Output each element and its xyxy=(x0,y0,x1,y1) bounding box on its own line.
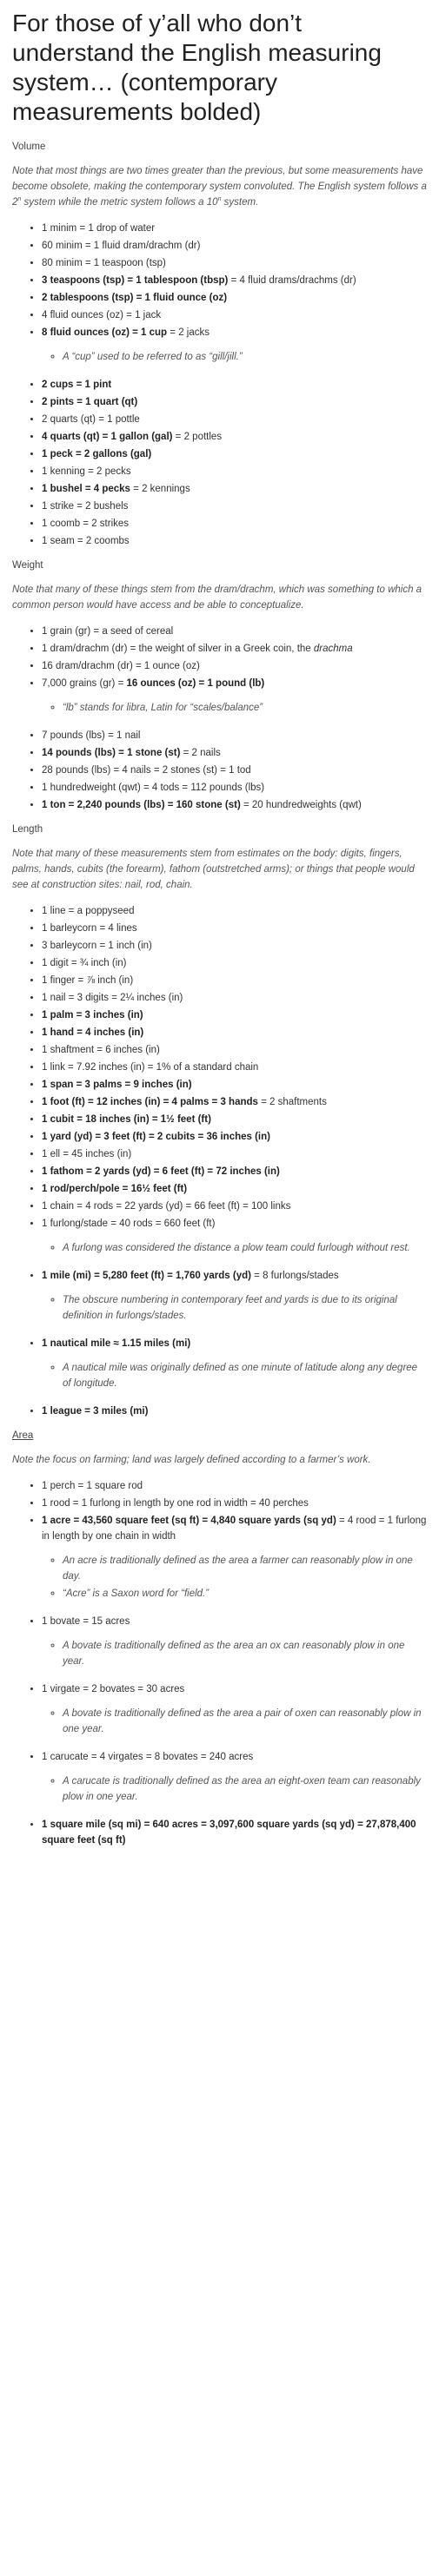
measurement-item: • 1 strike = 2 bushels xyxy=(42,499,427,514)
measurement-list xyxy=(12,1336,427,1351)
measurement-item: • 7,000 grains (gr) = 16 ounces (oz) = 1 pound (lb) xyxy=(42,676,427,691)
measurement-item: • 1 chain = 4 rods = 22 yards (yd) = 66 feet (ft) = 100 links xyxy=(42,1199,427,1214)
measurement-item: • 1 ell = 45 inches (in) xyxy=(42,1146,427,1162)
measurement-item: • 2 quarts (qt) = 1 pottle xyxy=(42,412,427,427)
measurement-item: • 1 seam = 2 coombs xyxy=(42,533,427,549)
measurement-item: • 7 pounds (lbs) = 1 nail xyxy=(42,728,427,743)
measurement-list xyxy=(12,1681,427,1697)
measurement-item: • 1 link = 7.92 inches (in) = 1% of a standard chain xyxy=(42,1060,427,1075)
measurement-item: • 1 barleycorn = 4 lines xyxy=(42,921,427,936)
section-heading-length: Length xyxy=(12,824,43,835)
measurement-item: • 2 cups = 1 pint xyxy=(42,377,427,393)
section-heading-volume: Volume xyxy=(12,142,46,152)
sub-note-item: ◦ A furlong was considered the distance a plow team could furlough without rest. xyxy=(63,1240,427,1256)
measurement-list xyxy=(12,1404,427,1419)
sub-note-item: ◦ “lb” stands for libra, Latin for “scales/balance” xyxy=(63,700,427,716)
sections-container xyxy=(12,139,427,1848)
measurement-item: • 1 square mile (sq mi) = 640 acres = 3,097,600 square yards (sq yd) = 27,878,400 square feet (sq ft) xyxy=(42,1817,427,1848)
measurement-list xyxy=(12,377,427,549)
sub-note-list xyxy=(12,1240,427,1256)
sub-note-item: ◦ A nautical mile was originally defined as one minute of latitude along any degree of longitude. xyxy=(63,1360,427,1391)
measurement-item: • 1 rood = 1 furlong in length by one rod in width = 40 perches xyxy=(42,1496,427,1511)
measurement-item: • 16 dram/drachm (dr) = 1 ounce (oz) xyxy=(42,658,427,674)
measurement-item: • 1 nautical mile ≈ 1.15 miles (mi) xyxy=(42,1336,427,1351)
sub-note-item: ◦ An acre is traditionally defined as the area a farmer can reasonably plow in one day. xyxy=(63,1553,427,1584)
measurement-item: • 1 yard (yd) = 3 feet (ft) = 2 cubits = 36 inches (in) xyxy=(42,1129,427,1145)
sub-note-item: ◦ A bovate is traditionally defined as the area an ox can reasonably plow in one year. xyxy=(63,1638,427,1669)
measurement-item: • 4 quarts (qt) = 1 gallon (gal) = 2 pottles xyxy=(42,429,427,445)
measurement-item: • 1 line = a poppyseed xyxy=(42,903,427,919)
measurement-item: • 1 grain (gr) = a seed of cereal xyxy=(42,624,427,639)
measurement-item: • 1 shaftment = 6 inches (in) xyxy=(42,1042,427,1058)
measurement-item: • 1 league = 3 miles (mi) xyxy=(42,1404,427,1419)
measurement-item: • 1 coomb = 2 strikes xyxy=(42,516,427,532)
measurement-item: • 2 tablespoons (tsp) = 1 fluid ounce (oz) xyxy=(42,290,427,306)
measurement-item: • 1 minim = 1 drop of water xyxy=(42,221,427,236)
section-heading-weight: Weight xyxy=(12,560,43,571)
measurement-item: • 1 span = 3 palms = 9 inches (in) xyxy=(42,1077,427,1093)
measurement-item: • 1 virgate = 2 bovates = 30 acres xyxy=(42,1681,427,1697)
post-title: For those of y’all who don’t understand the English measuring system… (contemporary measurements bolded) xyxy=(12,10,382,125)
sub-note-list xyxy=(12,1292,427,1324)
measurement-item: • 1 peck = 2 gallons (gal) xyxy=(42,446,427,462)
measurement-item: • 1 carucate = 4 virgates = 8 bovates = 240 acres xyxy=(42,1749,427,1765)
measurement-item: • 1 ton = 2,240 pounds (lbs) = 160 stone (st) = 20 hundredweights (qwt) xyxy=(42,797,427,813)
measurement-item: • 1 foot (ft) = 12 inches (in) = 4 palms = 3 hands = 2 shaftments xyxy=(42,1094,427,1110)
measurement-list xyxy=(12,221,427,340)
sub-note-list xyxy=(12,1360,427,1391)
measurement-item: • 80 minim = 1 teaspoon (tsp) xyxy=(42,255,427,271)
measurement-item: • 60 minim = 1 fluid dram/drachm (dr) xyxy=(42,238,427,254)
measurement-list xyxy=(12,1614,427,1629)
measurement-item: • 4 fluid ounces (oz) = 1 jack xyxy=(42,307,427,323)
measurement-item: • 3 barleycorn = 1 inch (in) xyxy=(42,938,427,954)
measurement-item: • 2 pints = 1 quart (qt) xyxy=(42,394,427,410)
section-note-area: Note the focus on farming; land was largely defined according to a farmer’s work. xyxy=(12,1455,371,1465)
sub-note-list xyxy=(12,700,427,716)
measurement-item: • 1 mile (mi) = 5,280 feet (ft) = 1,760 yards (yd) = 8 furlongs/stades xyxy=(42,1268,427,1284)
measurement-item: • 1 bovate = 15 acres xyxy=(42,1614,427,1629)
measurement-item: • 14 pounds (lbs) = 1 stone (st) = 2 nails xyxy=(42,745,427,761)
sub-note-item: ◦ A bovate is traditionally defined as the area a pair of oxen can reasonably plow in one year. xyxy=(63,1706,427,1737)
measurement-item: • 1 hundredweight (qwt) = 4 tods = 112 pounds (lbs) xyxy=(42,780,427,796)
sub-note-list xyxy=(12,1706,427,1737)
section-heading-area: Area xyxy=(12,1430,34,1441)
section-note-volume: Note that most things are two times greater than the previous, but some measurements have become obsolete, making the contemporary system convoluted. The English system follows a 2$^n$ system while the metric system follows a 10$^n$ system. xyxy=(12,166,427,208)
measurement-item: • 1 cubit = 18 inches (in) = 1½ feet (ft) xyxy=(42,1112,427,1127)
measurement-list xyxy=(12,1478,427,1544)
measurement-item: • 1 nail = 3 digits = 2¼ inches (in) xyxy=(42,990,427,1006)
sub-note-list xyxy=(12,1553,427,1602)
sub-note-list xyxy=(12,1773,427,1805)
measurement-list xyxy=(12,1749,427,1765)
measurement-item: • 1 kenning = 2 pecks xyxy=(42,464,427,479)
measurement-item: • 1 furlong/stade = 40 rods = 660 feet (ft) xyxy=(42,1216,427,1232)
measurement-item: • 1 acre = 43,560 square feet (sq ft) = 4,840 square yards (sq yd) = 4 rood = 1 furlong in length by one chain in width xyxy=(42,1513,427,1544)
measurement-list xyxy=(12,624,427,691)
measurement-item: • 1 fathom = 2 yards (yd) = 6 feet (ft) = 72 inches (in) xyxy=(42,1164,427,1179)
measurement-item: • 28 pounds (lbs) = 4 nails = 2 stones (st) = 1 tod xyxy=(42,763,427,778)
sub-note-item: ◦ “Acre” is a Saxon word for “field.” xyxy=(63,1586,427,1602)
sub-note-item: ◦ The obscure numbering in contemporary feet and yards is due to its original definition in furlongs/stades. xyxy=(63,1292,427,1324)
sub-note-list xyxy=(12,349,427,365)
section-note-length: Note that many of these measurements stem from estimates on the body: digits, fingers, palms, hands, cubits (the forearm), fathom (outstretched arms); or things that people would see at construction sites: nail, rod, chain. xyxy=(12,849,415,890)
measurement-item: • 1 rod/perch/pole = 16½ feet (ft) xyxy=(42,1181,427,1197)
measurement-item: • 1 digit = ¾ inch (in) xyxy=(42,955,427,971)
sub-note-item: ◦ A carucate is traditionally defined as the area an eight-oxen team can reasonably plow in one year. xyxy=(63,1773,427,1805)
measurement-item: • 1 perch = 1 square rod xyxy=(42,1478,427,1494)
measurement-item: • 1 bushel = 4 pecks = 2 kennings xyxy=(42,481,427,497)
measurement-item: • 1 dram/drachm (dr) = the weight of silver in a Greek coin, the drachma xyxy=(42,641,427,657)
measurement-item: • 1 finger = ⅞ inch (in) xyxy=(42,973,427,988)
measurement-item: • 3 teaspoons (tsp) = 1 tablespoon (tbsp) = 4 fluid drams/drachms (dr) xyxy=(42,273,427,288)
measurement-list xyxy=(12,903,427,1232)
measurement-list xyxy=(12,728,427,813)
section-note-weight: Note that many of these things stem from the dram/drachm, which was something to which a common person would have access and be able to conceptualize. xyxy=(12,585,422,611)
sub-note-list xyxy=(12,1638,427,1669)
sub-note-item: ◦ A “cup” used to be referred to as “gill/jill.” xyxy=(63,349,427,365)
measurement-list xyxy=(12,1268,427,1284)
measurement-list xyxy=(12,1817,427,1848)
measurement-item: • 1 hand = 4 inches (in) xyxy=(42,1025,427,1040)
measurement-item: • 8 fluid ounces (oz) = 1 cup = 2 jacks xyxy=(42,325,427,340)
measurement-item: • 1 palm = 3 inches (in) xyxy=(42,1007,427,1023)
